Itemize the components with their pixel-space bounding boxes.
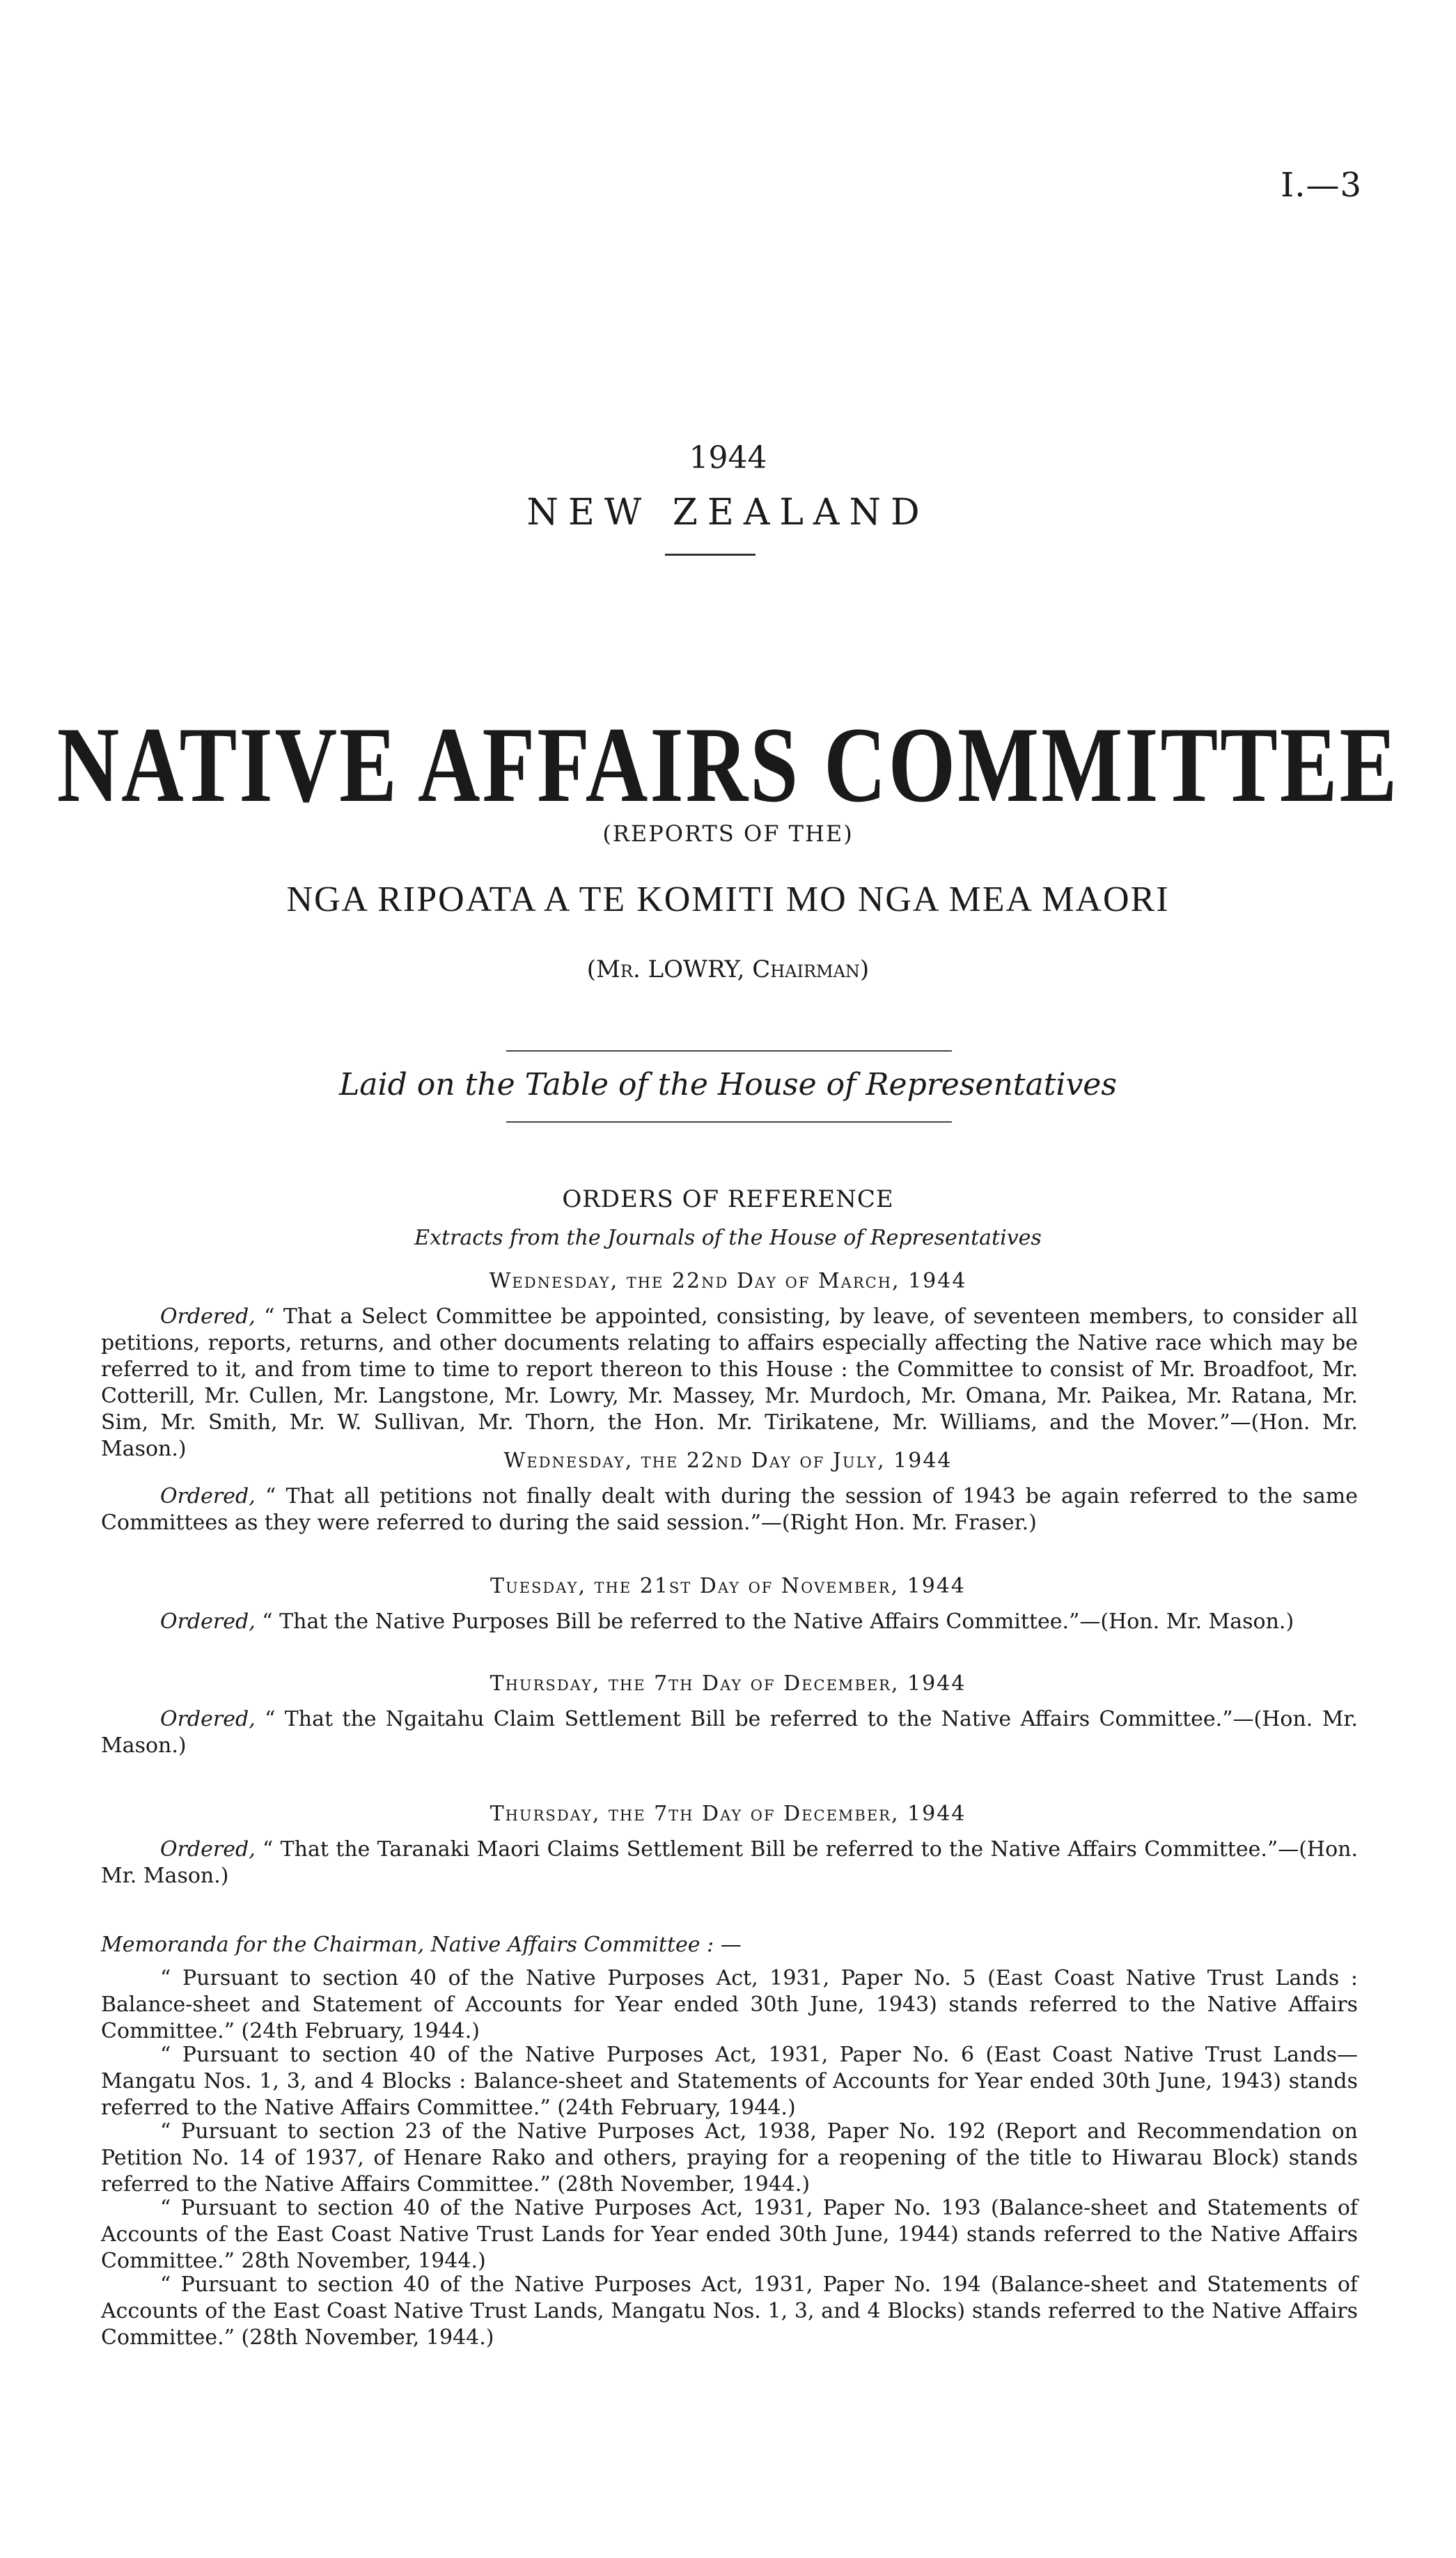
order-body: “ That the Native Purposes Bill be referred to the Native Affairs Committee.”—(Hon. Mr. Mason.)	[262, 1609, 1294, 1634]
page-number: I.—3	[1281, 166, 1362, 205]
memorandum-item: “ Pursuant to section 40 of the Native Purposes Act, 1931, Paper No. 5 (East Coast Native Trust Lands : Balance-sheet and Statement of Accounts for Year ended 30th June, 1943) stands referred to the Native Affairs Committee.” (24th February, 1944.)	[101, 1966, 1358, 2043]
order-date: Thursday, the 7th Day of December, 1944	[490, 1671, 966, 1696]
ordered-label: Ordered,	[160, 1484, 256, 1508]
order-text	[101, 1836, 1358, 1889]
subtitle: (REPORTS OF THE)	[602, 820, 854, 847]
decorative-rule	[665, 554, 756, 556]
orders-heading: ORDERS OF REFERENCE	[562, 1185, 894, 1213]
page-title: NATIVE AFFAIRS COMMITTEE	[56, 705, 1400, 825]
order-body: “ That a Select Committee be appointed, consisting, by leave, of seventeen members, to consider all petitions, reports, returns, and other documents relating to affairs especially affecting the Native race which may be referred to it, and from time to time to report thereon to this House : the Committee to consist of Mr. Broadfoot, Mr. Cotterill, Mr. Cullen, Mr. Langstone, Mr. Lowry, Mr. Massey, Mr. Murdoch, Mr. Omana, Mr. Paikea, Mr. Ratana, Mr. Sim, Mr. Smith, Mr. W. Sullivan, Mr. Thorn, the Hon. Mr. Tirikatene, Mr. Williams, and the Mover.”—(Hon. Mr. Mason.)	[101, 1304, 1358, 1461]
order-date: Thursday, the 7th Day of December, 1944	[490, 1802, 966, 1826]
ordered-label: Ordered,	[160, 1837, 256, 1862]
country: NEW ZEALAND	[526, 492, 930, 533]
ordered-label: Ordered,	[160, 1304, 256, 1329]
divider	[506, 1121, 952, 1123]
maori-title: NGA RIPOATA A TE KOMITI MO NGA MEA MAORI	[286, 880, 1170, 919]
memoranda-heading: Memoranda for the Chairman, Native Affairs Committee : —	[101, 1933, 742, 1957]
memorandum-item: “ Pursuant to section 40 of the Native Purposes Act, 1931, Paper No. 194 (Balance-sheet and Statements of Accounts of the East Coast Native Trust Lands, Mangatu Nos. 1, 3, and 4 Blocks) stands referred to the Native Affairs Committee.” (28th November, 1944.)	[101, 2272, 1358, 2350]
extracts-subheading: Extracts from the Journals of the House of Representatives	[414, 1226, 1042, 1250]
order-text	[101, 1609, 1358, 1635]
order-body: “ That all petitions not finally dealt with during the session of 1943 be again referred to the same Committees as they were referred to during the said session.”—(Right Hon. Mr. Fraser.)	[101, 1484, 1359, 1535]
chairman-line: (Mr. LOWRY, Chairman)	[586, 956, 870, 983]
ordered-label: Ordered,	[160, 1707, 256, 1731]
memorandum-item: “ Pursuant to section 40 of the Native Purposes Act, 1931, Paper No. 6 (East Coast Native Trust Lands—Mangatu Nos. 1, 3, and 4 Blocks : Balance-sheet and Statements of Accounts for Year ended 30th June, 1943) stands referred to the Native Affairs Committee.” (24th February, 1944.)	[101, 2043, 1358, 2120]
order-date: Tuesday, the 21st Day of November, 1944	[490, 1574, 966, 1598]
order-text	[101, 1304, 1358, 1463]
order-text	[101, 1706, 1358, 1759]
order-date: Wednesday, the 22nd Day of March, 1944	[489, 1269, 967, 1293]
laid-on-table: Laid on the Table of the House of Representatives	[339, 1067, 1117, 1102]
year: 1944	[689, 440, 767, 476]
order-body: “ That the Ngaitahu Claim Settlement Bill be referred to the Native Affairs Committee.”—(Hon. Mr. Mason.)	[101, 1707, 1358, 1758]
order-date: Wednesday, the 22nd Day of July, 1944	[503, 1449, 953, 1473]
memorandum-item: “ Pursuant to section 23 of the Native Purposes Act, 1938, Paper No. 192 (Report and Recommendation on Petition No. 14 of 1937, of Henare Rako and others, praying for a reopening of the title to Hiwarau Block) stands referred to the Native Affairs Committee.” (28th November, 1944.)	[101, 2119, 1358, 2197]
ordered-label: Ordered,	[160, 1609, 256, 1634]
order-text	[101, 1483, 1358, 1536]
memorandum-item: “ Pursuant to section 40 of the Native Purposes Act, 1931, Paper No. 193 (Balance-sheet and Statements of Accounts of the East Coast Native Trust Lands for Year ended 30th June, 1944) stands referred to the Native Affairs Committee.” 28th November, 1944.)	[101, 2196, 1358, 2273]
order-body: “ That the Taranaki Maori Claims Settlement Bill be referred to the Native Affairs Committee.”—(Hon. Mr. Mason.)	[101, 1837, 1358, 1888]
divider	[506, 1050, 952, 1052]
